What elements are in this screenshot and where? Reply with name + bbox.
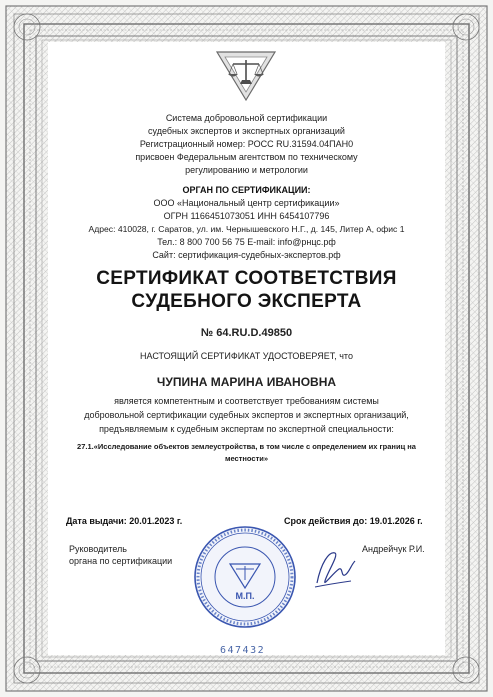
certificate-title-line-1: СЕРТИФИКАТ СООТВЕТСТВИЯ <box>96 268 397 289</box>
body-line-2: добровольной сертификации судебных экспертов и экспертных организаций, <box>84 410 409 420</box>
organ-site: Сайт: сертификация-судебных-экспертов.рф <box>152 250 341 260</box>
organ-heading: ОРГАН ПО СЕРТИФИКАЦИИ: <box>182 185 311 195</box>
scales-logo-icon <box>213 48 279 104</box>
specialty-line-2: местности» <box>224 454 269 463</box>
holder-name: ЧУПИНА МАРИНА ИВАНОВНА <box>156 375 337 389</box>
issue-date: Дата выдачи: 20.01.2023 г. <box>66 516 183 526</box>
system-line-2: судебных экспертов и экспертных организаций <box>148 126 345 136</box>
stamp-mp-text: М.П. <box>235 591 255 601</box>
organ-address: Адрес: 410028, г. Саратов, ул. им. Чернышевского Н.Г., д. 145, Литер А, офис 1 <box>88 224 405 234</box>
official-stamp <box>192 524 298 630</box>
valid-until-date: Срок действия до: 19.01.2026 г. <box>284 516 423 526</box>
organ-contacts: Тел.: 8 800 700 56 75 E-mail: info@рнцс.рф <box>157 237 336 247</box>
signer-role-line-1: Руководитель <box>69 544 127 554</box>
certificate-title-line-2: СУДЕБНОГО ЭКСПЕРТА <box>131 291 362 312</box>
system-line-4: присвоен Федеральным агентством по техническому <box>135 152 358 162</box>
signer-name: Андрейчук Р.И. <box>362 544 425 554</box>
serial-number: 647432 <box>220 645 266 656</box>
handwritten-signature <box>311 543 359 593</box>
system-line-1: Система добровольной сертификации <box>165 113 328 123</box>
signer-role-line-2: органа по сертификации <box>69 556 173 566</box>
organ-name: ООО «Национальный центр сертификации» <box>153 198 340 208</box>
certificate-number: № 64.RU.D.49850 <box>200 327 293 339</box>
registration-number: Регистрационный номер: РОСС RU.31594.04ПАН0 <box>139 139 354 149</box>
certifies-text: НАСТОЯЩИЙ СЕРТИФИКАТ УДОСТОВЕРЯЕТ, что <box>140 351 353 361</box>
specialty-line-1: 27.1.«Исследование объектов землеустройства, в том числе с определением их границ на <box>77 442 416 451</box>
organ-ogrn: ОГРН 1166451073051 ИНН 6454107796 <box>163 211 330 221</box>
body-line-1: является компетентным и соответствует требованиям системы <box>114 396 379 406</box>
system-line-5: регулированию и метрологии <box>185 165 308 175</box>
body-line-3: предъявляемым к судебным экспертам по экспертной специальности: <box>99 424 394 434</box>
